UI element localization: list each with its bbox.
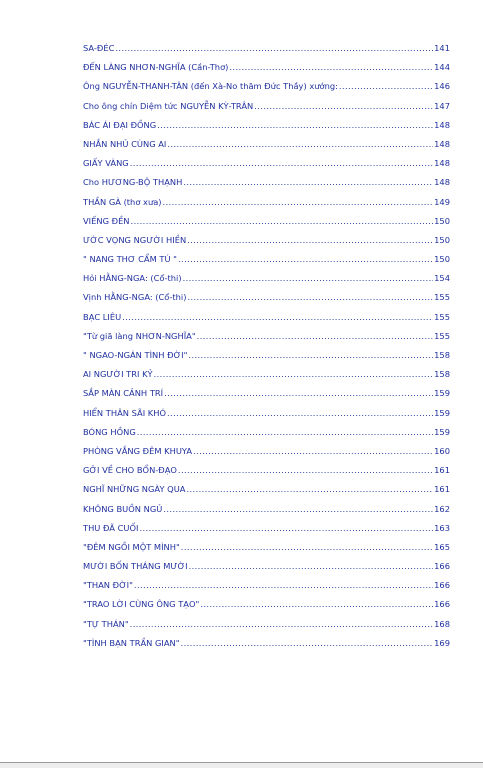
toc-entry[interactable] [83,231,450,250]
toc-entry-page: 141 [434,43,450,53]
toc-entry-page: 169 [434,637,450,648]
toc-entry-title: NHẮN NHỦ CÙNG AI [83,138,167,149]
toc-entry[interactable] [83,595,450,614]
toc-entry-title: "Từ giã làng NHƠN-NGHĨA" [83,330,196,341]
toc-entry-title: ƯỚC VỌNG NGƯỜI HIỀN [83,234,187,245]
dot-leader [137,423,433,442]
dot-leader [189,557,434,576]
dot-leader [131,212,434,231]
dot-leader [130,154,433,173]
toc-entry[interactable] [83,480,450,499]
toc-entry[interactable] [83,576,450,595]
toc-entry-page: 149 [434,196,450,207]
toc-entry-title: " NGAO-NGÁN TÌNH ĐỜI" [83,350,188,360]
toc-entry[interactable] [83,384,450,403]
toc-entry-page: 155 [434,311,450,322]
toc-entry[interactable] [83,308,450,327]
toc-entry-page: 150 [434,254,450,265]
toc-entry-title: KHÔNG BUỒN NGỦ [83,503,163,514]
toc-entry-title: Hỏi HẰNG-NGA: (Cổ-thi) [83,273,182,284]
toc-entry[interactable] [83,404,450,423]
toc-entry-page: 154 [434,273,450,284]
toc-entry-page: 158 [434,350,450,360]
toc-entry-title: GỞI VỀ CHO BỔN-ĐẠO [83,465,177,476]
toc-entry[interactable] [83,519,450,538]
toc-entry-page: 147 [434,100,450,111]
dot-leader [115,39,433,58]
toc-entry[interactable] [83,634,450,653]
toc-entry-title: Cho ông chín Diệm tức NGUYỄN KỲ-TRÂN [83,100,254,111]
toc-entry-title: VIẾNG ĐỀN [83,215,130,226]
dot-leader [139,519,433,538]
toc-entry[interactable] [83,615,450,634]
toc-entry-title: " NANG THƠ CẨM TÚ " [83,254,177,265]
toc-entry-page: 155 [434,330,450,341]
toc-entry-page: 148 [434,138,450,149]
dot-leader [130,615,434,634]
toc-entry-title: SA-ĐÉC [83,43,115,53]
dot-leader [197,327,433,346]
toc-entry[interactable] [83,461,450,480]
toc-entry[interactable] [83,154,450,173]
dot-leader [134,576,433,595]
dot-leader [167,404,433,423]
dot-leader [181,538,433,557]
toc-entry-page: 166 [434,580,450,591]
toc-entry-title: BẠC LIÊU [83,311,122,322]
dot-leader [181,634,434,653]
toc-entry-title: Ông NGUYỄN-THANH-TÂN (đến Xà-No thăm Đức Thầy) xướng: [83,81,338,92]
viewer-bottom-edge [0,763,483,768]
toc-entry[interactable] [83,135,450,154]
dot-leader [154,365,434,384]
dot-leader [188,346,433,365]
toc-entry[interactable] [83,500,450,519]
toc-entry-page: 148 [434,177,450,188]
toc-entry-title: "TỰ THÁN" [83,618,129,629]
toc-entry-page: 150 [434,234,450,245]
toc-entry-title: BÁC ÁI ĐẠI ĐỒNG [83,119,157,130]
toc-entry-page: 166 [434,561,450,572]
toc-entry[interactable] [83,97,450,116]
dot-leader [157,116,433,135]
toc-entry[interactable] [83,250,450,269]
toc-entry[interactable] [83,58,450,77]
toc-entry-page: 159 [434,388,450,399]
dot-leader [187,288,433,307]
toc-entry[interactable] [83,77,450,96]
toc-entry-page: 148 [434,158,450,169]
toc-entry-title: Cho HƯƠNG-BỘ THẠNH [83,177,183,188]
toc-entry-page: 161 [434,484,450,495]
toc-entry-page: 162 [434,503,450,514]
dot-leader [229,58,433,77]
dot-leader [187,231,433,250]
dot-leader [163,193,434,212]
toc-entry[interactable] [83,327,450,346]
table-of-contents [83,39,450,653]
dot-leader [339,77,433,96]
toc-entry-page: 163 [434,522,450,533]
dot-leader [163,500,433,519]
toc-entry-page: 166 [434,599,450,610]
dot-leader [178,250,433,269]
dot-leader [254,97,433,116]
toc-entry-page: 161 [434,465,450,476]
toc-entry[interactable] [83,212,450,231]
toc-entry-title: "THAN ĐỜI" [83,580,133,591]
toc-entry-page: 168 [434,618,450,629]
toc-entry-title: ĐẾN LÀNG NHƠN-NGHĨA (Cần-Thơ) [83,62,229,73]
toc-entry[interactable] [83,269,450,288]
toc-entry-title: "TÌNH BẠN TRẦN GIAN" [83,637,180,648]
toc-entry-title: MƯỜI BỐN THÁNG MƯỜI [83,561,188,572]
toc-entry-page: 150 [434,215,450,226]
dot-leader [167,135,433,154]
toc-entry-title: BÓNG HỒNG [83,426,136,437]
toc-entry[interactable] [83,365,450,384]
toc-entry[interactable] [83,193,450,212]
dot-leader [178,461,433,480]
toc-entry-title: PHÒNG VẮNG ĐÊM KHUYA [83,445,192,456]
toc-entry-title: AI NGƯỜI TRI KỶ [83,369,153,380]
toc-entry-page: 158 [434,369,450,380]
toc-entry-title: GIẤY VÀNG [83,158,129,169]
toc-entry[interactable] [83,39,450,58]
dot-leader [183,173,433,192]
toc-entry[interactable] [83,442,450,461]
toc-entry-title: "ĐÊM NGỒI MỘT MÌNH" [83,541,180,552]
toc-entry-page: 148 [434,119,450,130]
toc-entry-title: "TRAO LỜI CÙNG ÔNG TẠO" [83,599,200,610]
toc-entry-title: Vịnh HẰNG-NGA: (Cổ-thi) [83,292,187,303]
dot-leader [193,442,433,461]
toc-entry[interactable] [83,346,450,365]
toc-entry-page: 159 [434,426,450,437]
toc-entry[interactable] [83,173,450,192]
dot-leader [200,595,433,614]
toc-entry-page: 160 [434,445,450,456]
dot-leader [183,269,434,288]
toc-entry-title: NGHĨ NHỮNG NGÀY QUA [83,484,186,495]
toc-entry-title: THẦN GÀ (thơ xưa) [83,196,162,207]
toc-entry-title: THU ĐÃ CUỐI [83,522,139,533]
toc-entry-title: HIỂN THÂN SÃI KHÓ [83,407,166,418]
toc-entry-page: 146 [434,81,450,92]
toc-entry-page: 144 [434,62,450,73]
toc-entry-page: 159 [434,407,450,418]
dot-leader [164,384,433,403]
toc-entry[interactable] [83,288,450,307]
dot-leader [186,480,433,499]
toc-entry[interactable] [83,538,450,557]
toc-entry-page: 165 [434,541,450,552]
toc-entry-title: SẮP MÀN CẢNH TRÍ [83,388,164,399]
toc-entry[interactable] [83,423,450,442]
dot-leader [122,308,433,327]
toc-entry[interactable] [83,116,450,135]
toc-entry-page: 155 [434,292,450,303]
toc-entry[interactable] [83,557,450,576]
